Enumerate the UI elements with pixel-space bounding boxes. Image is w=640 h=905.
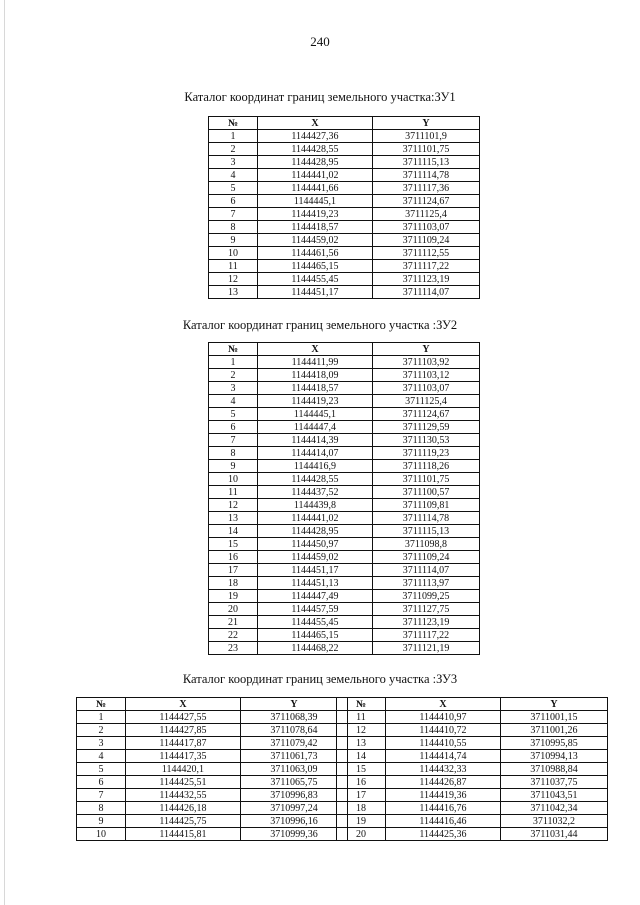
- table-row: [209, 512, 480, 525]
- x-coordinate: 1144468,22: [258, 642, 373, 655]
- y-coordinate: 3711037,75: [501, 776, 608, 789]
- x-coordinate: 1144411,99: [258, 356, 373, 369]
- point-number: 14: [337, 750, 386, 763]
- y-coordinate: 3711117,36: [373, 182, 480, 195]
- y-coordinate: 3711100,57: [373, 486, 480, 499]
- x-coordinate: 1144410,55: [386, 737, 501, 750]
- table-row: [209, 273, 480, 286]
- y-coordinate: 3711065,75: [241, 776, 348, 789]
- x-coordinate: 1144428,95: [258, 156, 373, 169]
- x-coordinate: 1144425,75: [126, 815, 241, 828]
- y-coordinate: 3711129,59: [373, 421, 480, 434]
- y-coordinate: 3711117,22: [373, 260, 480, 273]
- y-coordinate: 3711103,07: [373, 382, 480, 395]
- y-coordinate: 3711061,73: [241, 750, 348, 763]
- y-coordinate: 3711078,64: [241, 724, 348, 737]
- x-coordinate: 1144420,1: [126, 763, 241, 776]
- y-coordinate: 3711063,09: [241, 763, 348, 776]
- point-number: 4: [77, 750, 126, 763]
- x-coordinate: 1144437,52: [258, 486, 373, 499]
- y-coordinate: 3711103,12: [373, 369, 480, 382]
- point-number: 10: [77, 828, 126, 841]
- x-coordinate: 1144455,45: [258, 273, 373, 286]
- column-header: №: [209, 343, 258, 356]
- point-number: 11: [209, 486, 258, 499]
- y-coordinate: 3711109,24: [373, 551, 480, 564]
- point-number: 8: [209, 447, 258, 460]
- y-coordinate: 3711121,19: [373, 642, 480, 655]
- x-coordinate: 1144410,97: [386, 711, 501, 724]
- table-row: [209, 221, 480, 234]
- x-coordinate: 1144428,55: [258, 143, 373, 156]
- x-coordinate: 1144445,1: [258, 195, 373, 208]
- x-coordinate: 1144432,33: [386, 763, 501, 776]
- x-coordinate: 1144415,81: [126, 828, 241, 841]
- table-row: [209, 577, 480, 590]
- point-number: 11: [337, 711, 386, 724]
- y-coordinate: 3711101,9: [373, 130, 480, 143]
- point-number: 13: [209, 286, 258, 299]
- y-coordinate: 3710999,36: [241, 828, 348, 841]
- y-coordinate: 3711112,55: [373, 247, 480, 260]
- table-row: [209, 603, 480, 616]
- x-coordinate: 1144451,17: [258, 564, 373, 577]
- table-row: [77, 776, 348, 789]
- column-header: Y: [501, 698, 608, 711]
- y-coordinate: 3710996,16: [241, 815, 348, 828]
- point-number: 9: [209, 234, 258, 247]
- table-row: [209, 616, 480, 629]
- table-row: [337, 815, 608, 828]
- x-coordinate: 1144447,49: [258, 590, 373, 603]
- x-coordinate: 1144459,02: [258, 234, 373, 247]
- x-coordinate: 1144418,57: [258, 221, 373, 234]
- table-row: [209, 629, 480, 642]
- table-row: [209, 286, 480, 299]
- x-coordinate: 1144441,66: [258, 182, 373, 195]
- table-row: [209, 247, 480, 260]
- point-number: 20: [337, 828, 386, 841]
- column-header: Y: [373, 117, 480, 130]
- table-row: [209, 473, 480, 486]
- y-coordinate: 3711032,2: [501, 815, 608, 828]
- scan-margin-line: [4, 0, 5, 905]
- point-number: 5: [209, 408, 258, 421]
- point-number: 8: [77, 802, 126, 815]
- table-row: [337, 763, 608, 776]
- x-coordinate: 1144419,23: [258, 208, 373, 221]
- table-row: [209, 382, 480, 395]
- y-coordinate: 3711119,23: [373, 447, 480, 460]
- table-header-row: [209, 343, 480, 356]
- y-coordinate: 3711125,4: [373, 208, 480, 221]
- point-number: 1: [209, 356, 258, 369]
- table-row: [77, 724, 348, 737]
- column-header: №: [77, 698, 126, 711]
- table-row: [209, 234, 480, 247]
- y-coordinate: 3711118,26: [373, 460, 480, 473]
- point-number: 6: [209, 195, 258, 208]
- x-coordinate: 1144451,13: [258, 577, 373, 590]
- table-row: [209, 395, 480, 408]
- point-number: 13: [337, 737, 386, 750]
- y-coordinate: 3711123,19: [373, 616, 480, 629]
- table-row: [209, 642, 480, 655]
- y-coordinate: 3711109,81: [373, 499, 480, 512]
- x-coordinate: 1144427,55: [126, 711, 241, 724]
- table-row: [209, 564, 480, 577]
- point-number: 5: [209, 182, 258, 195]
- point-number: 23: [209, 642, 258, 655]
- table-row: [209, 486, 480, 499]
- point-number: 18: [337, 802, 386, 815]
- column-header: №: [337, 698, 386, 711]
- table-header-row: [77, 698, 348, 711]
- table-row: [337, 711, 608, 724]
- page-number: 240: [310, 34, 330, 49]
- x-coordinate: 1144416,46: [386, 815, 501, 828]
- y-coordinate: 3710995,85: [501, 737, 608, 750]
- coords-table-zu1: [208, 116, 480, 299]
- x-coordinate: 1144426,18: [126, 802, 241, 815]
- table-row: [209, 143, 480, 156]
- y-coordinate: 3711117,22: [373, 629, 480, 642]
- table-row: [209, 369, 480, 382]
- point-number: 17: [209, 564, 258, 577]
- table-row: [337, 802, 608, 815]
- y-coordinate: 3711109,24: [373, 234, 480, 247]
- y-coordinate: 3711101,75: [373, 143, 480, 156]
- point-number: 18: [209, 577, 258, 590]
- y-coordinate: 3711127,75: [373, 603, 480, 616]
- point-number: 3: [77, 737, 126, 750]
- y-coordinate: 3711001,15: [501, 711, 608, 724]
- point-number: 22: [209, 629, 258, 642]
- table-row: [209, 551, 480, 564]
- point-number: 21: [209, 616, 258, 629]
- column-header: Y: [241, 698, 348, 711]
- x-coordinate: 1144414,74: [386, 750, 501, 763]
- table-row: [337, 776, 608, 789]
- table-header-row: [337, 698, 608, 711]
- column-header: X: [126, 698, 241, 711]
- point-number: 4: [209, 395, 258, 408]
- y-coordinate: 3711043,51: [501, 789, 608, 802]
- point-number: 6: [209, 421, 258, 434]
- x-coordinate: 1144459,02: [258, 551, 373, 564]
- x-coordinate: 1144450,97: [258, 538, 373, 551]
- x-coordinate: 1144439,8: [258, 499, 373, 512]
- x-coordinate: 1144425,51: [126, 776, 241, 789]
- y-coordinate: 3711114,78: [373, 512, 480, 525]
- y-coordinate: 3711124,67: [373, 195, 480, 208]
- table-row: [209, 195, 480, 208]
- table-row: [209, 156, 480, 169]
- x-coordinate: 1144465,15: [258, 260, 373, 273]
- y-coordinate: 3711124,67: [373, 408, 480, 421]
- x-coordinate: 1144427,85: [126, 724, 241, 737]
- y-coordinate: 3711114,07: [373, 564, 480, 577]
- point-number: 2: [77, 724, 126, 737]
- table-row: [209, 499, 480, 512]
- table-row: [337, 724, 608, 737]
- x-coordinate: 1144426,87: [386, 776, 501, 789]
- x-coordinate: 1144419,36: [386, 789, 501, 802]
- table-row: [337, 737, 608, 750]
- point-number: 9: [209, 460, 258, 473]
- y-coordinate: 3711079,42: [241, 737, 348, 750]
- point-number: 17: [337, 789, 386, 802]
- column-header: X: [258, 343, 373, 356]
- y-coordinate: 3711068,39: [241, 711, 348, 724]
- y-coordinate: 3710994,13: [501, 750, 608, 763]
- point-number: 12: [209, 273, 258, 286]
- point-number: 7: [209, 208, 258, 221]
- x-coordinate: 1144465,15: [258, 629, 373, 642]
- x-coordinate: 1144418,09: [258, 369, 373, 382]
- table-row: [209, 356, 480, 369]
- point-number: 1: [209, 130, 258, 143]
- y-coordinate: 3710988,84: [501, 763, 608, 776]
- table-row: [337, 750, 608, 763]
- x-coordinate: 1144457,59: [258, 603, 373, 616]
- x-coordinate: 1144414,39: [258, 434, 373, 447]
- point-number: 1: [77, 711, 126, 724]
- table-row: [209, 260, 480, 273]
- point-number: 16: [209, 551, 258, 564]
- table-row: [209, 434, 480, 447]
- x-coordinate: 1144461,56: [258, 247, 373, 260]
- table-row: [77, 711, 348, 724]
- x-coordinate: 1144441,02: [258, 512, 373, 525]
- y-coordinate: 3711042,34: [501, 802, 608, 815]
- y-coordinate: 3711125,4: [373, 395, 480, 408]
- table-row: [77, 802, 348, 815]
- y-coordinate: 3711114,07: [373, 286, 480, 299]
- point-number: 19: [209, 590, 258, 603]
- y-coordinate: 3711113,97: [373, 577, 480, 590]
- x-coordinate: 1144447,4: [258, 421, 373, 434]
- table-header-row: [209, 117, 480, 130]
- x-coordinate: 1144445,1: [258, 408, 373, 421]
- point-number: 16: [337, 776, 386, 789]
- x-coordinate: 1144441,02: [258, 169, 373, 182]
- table-row: [209, 169, 480, 182]
- caption-zu3: Каталог координат границ земельного участка :ЗУ3: [182, 672, 458, 686]
- y-coordinate: 3711001,26: [501, 724, 608, 737]
- point-number: 3: [209, 156, 258, 169]
- y-coordinate: 3710996,83: [241, 789, 348, 802]
- y-coordinate: 3711098,8: [373, 538, 480, 551]
- point-number: 15: [209, 538, 258, 551]
- x-coordinate: 1144428,55: [258, 473, 373, 486]
- point-number: 10: [209, 473, 258, 486]
- caption-zu2: Каталог координат границ земельного участка :ЗУ2: [182, 318, 458, 332]
- table-row: [77, 737, 348, 750]
- point-number: 10: [209, 247, 258, 260]
- x-coordinate: 1144451,17: [258, 286, 373, 299]
- x-coordinate: 1144416,9: [258, 460, 373, 473]
- x-coordinate: 1144419,23: [258, 395, 373, 408]
- table-row: [209, 130, 480, 143]
- table-row: [77, 815, 348, 828]
- point-number: 4: [209, 169, 258, 182]
- point-number: 3: [209, 382, 258, 395]
- point-number: 7: [77, 789, 126, 802]
- x-coordinate: 1144418,57: [258, 382, 373, 395]
- x-coordinate: 1144425,36: [386, 828, 501, 841]
- y-coordinate: 3711130,53: [373, 434, 480, 447]
- y-coordinate: 3711123,19: [373, 273, 480, 286]
- point-number: 14: [209, 525, 258, 538]
- table-row: [209, 538, 480, 551]
- point-number: 12: [337, 724, 386, 737]
- x-coordinate: 1144416,76: [386, 802, 501, 815]
- point-number: 19: [337, 815, 386, 828]
- coords-table-zu3-left: [76, 697, 348, 841]
- column-header: Y: [373, 343, 480, 356]
- table-row: [209, 447, 480, 460]
- x-coordinate: 1144417,87: [126, 737, 241, 750]
- table-row: [77, 828, 348, 841]
- y-coordinate: 3711103,92: [373, 356, 480, 369]
- point-number: 15: [337, 763, 386, 776]
- point-number: 8: [209, 221, 258, 234]
- y-coordinate: 3711103,07: [373, 221, 480, 234]
- table-row: [209, 208, 480, 221]
- caption-zu1: Каталог координат границ земельного участка:ЗУ1: [184, 90, 456, 104]
- point-number: 13: [209, 512, 258, 525]
- point-number: 2: [209, 143, 258, 156]
- x-coordinate: 1144417,35: [126, 750, 241, 763]
- table-row: [209, 460, 480, 473]
- point-number: 2: [209, 369, 258, 382]
- table-row: [209, 421, 480, 434]
- y-coordinate: 3711101,75: [373, 473, 480, 486]
- table-row: [77, 763, 348, 776]
- column-header: X: [258, 117, 373, 130]
- table-row: [337, 789, 608, 802]
- x-coordinate: 1144432,55: [126, 789, 241, 802]
- table-row: [209, 590, 480, 603]
- point-number: 20: [209, 603, 258, 616]
- y-coordinate: 3711114,78: [373, 169, 480, 182]
- coords-table-zu3-right: [336, 697, 608, 841]
- y-coordinate: 3711115,13: [373, 156, 480, 169]
- x-coordinate: 1144428,95: [258, 525, 373, 538]
- column-header: X: [386, 698, 501, 711]
- point-number: 11: [209, 260, 258, 273]
- table-row: [77, 789, 348, 802]
- y-coordinate: 3711115,13: [373, 525, 480, 538]
- point-number: 7: [209, 434, 258, 447]
- x-coordinate: 1144414,07: [258, 447, 373, 460]
- x-coordinate: 1144410,72: [386, 724, 501, 737]
- table-row: [337, 828, 608, 841]
- y-coordinate: 3711099,25: [373, 590, 480, 603]
- point-number: 6: [77, 776, 126, 789]
- table-row: [209, 182, 480, 195]
- point-number: 5: [77, 763, 126, 776]
- coords-table-zu2: [208, 342, 480, 655]
- column-header: №: [209, 117, 258, 130]
- x-coordinate: 1144455,45: [258, 616, 373, 629]
- x-coordinate: 1144427,36: [258, 130, 373, 143]
- table-row: [209, 408, 480, 421]
- table-row: [209, 525, 480, 538]
- point-number: 12: [209, 499, 258, 512]
- table-row: [77, 750, 348, 763]
- y-coordinate: 3710997,24: [241, 802, 348, 815]
- y-coordinate: 3711031,44: [501, 828, 608, 841]
- point-number: 9: [77, 815, 126, 828]
